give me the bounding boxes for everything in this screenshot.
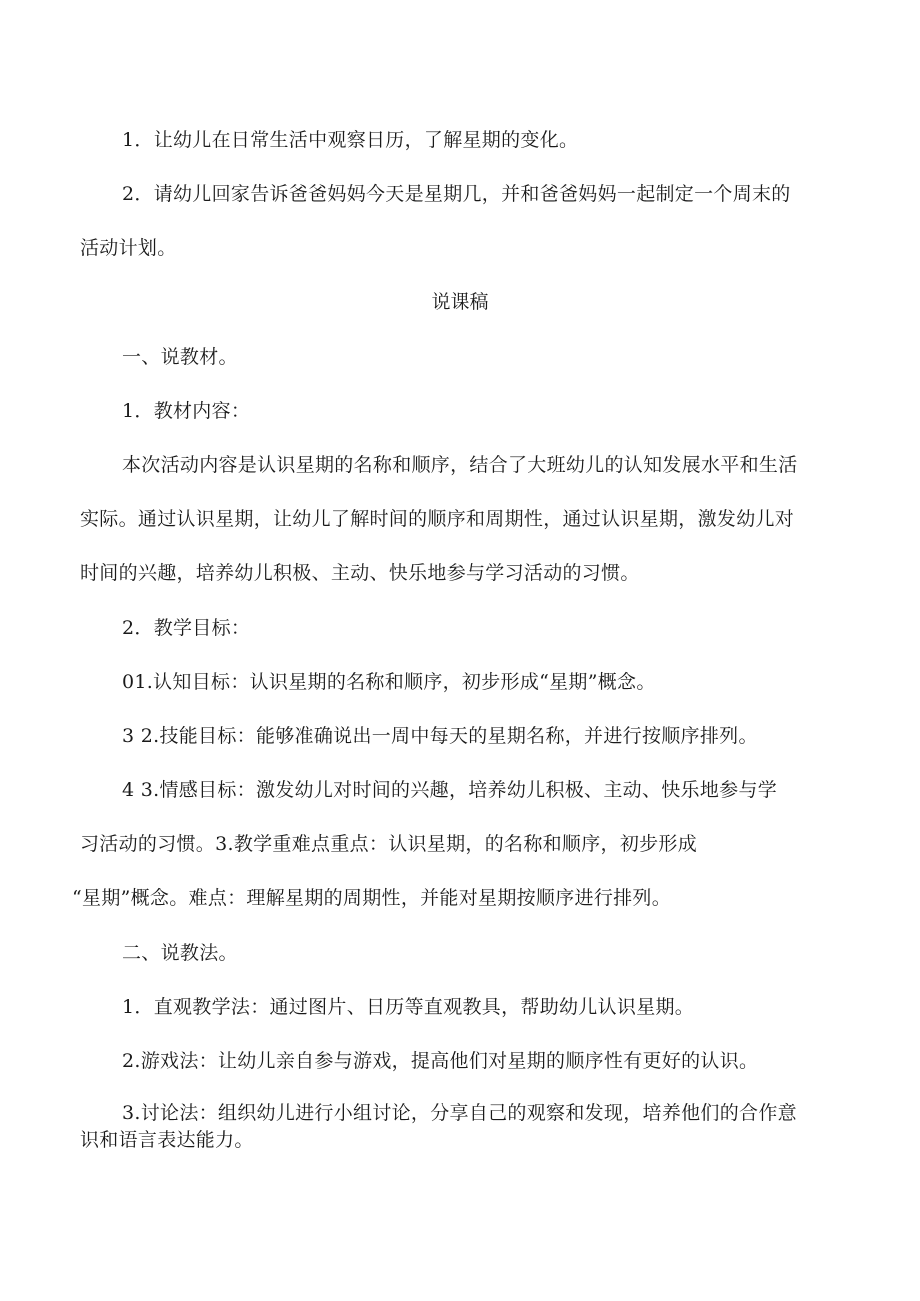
goal-skill: 3 2.技能目标：能够准确说出一周中每天的星期名称，并进行按顺序排列。 xyxy=(122,725,758,747)
goal-emotion-line-2: 习活动的习惯。3.教学重难点重点：认识星期，的名称和顺序，初步形成 xyxy=(80,833,698,855)
section-heading-1: 一、说教材。 xyxy=(122,346,238,368)
method-discussion-line-1: 3.讨论法：组织幼儿进行小组讨论，分享自己的观察和发现，培养他们的合作意 xyxy=(122,1102,797,1124)
goal-emotion-line-1: 4 3.情感目标：激发幼儿对时间的兴趣，培养幼儿积极、主动、快乐地参与学 xyxy=(122,779,778,801)
extension-item-2-line-1: 2．请幼儿回家告诉爸爸妈妈今天是星期几，并和爸爸妈妈一起制定一个周末的 xyxy=(122,183,791,205)
paragraph-line: 本次活动内容是认识星期的名称和顺序，结合了大班幼儿的认知发展水平和生活 xyxy=(122,454,798,476)
paragraph-line: 实际。通过认识星期，让幼儿了解时间的顺序和周期性，通过认识星期，激发幼儿对 xyxy=(80,508,795,530)
section-heading-2: 二、说教法。 xyxy=(122,942,238,964)
goal-cognitive: 01.认知目标：认识星期的名称和顺序，初步形成“星期”概念。 xyxy=(122,671,656,693)
method-intuitive: 1．直观教学法：通过图片、日历等直观教具，帮助幼儿认识星期。 xyxy=(122,996,695,1018)
method-game: 2.游戏法：让幼儿亲自参与游戏，提高他们对星期的顺序性有更好的认识。 xyxy=(122,1050,759,1072)
method-discussion-line-2: 识和语言表达能力。 xyxy=(80,1129,254,1151)
extension-item-1: 1．让幼儿在日常生活中观察日历，了解星期的变化。 xyxy=(122,129,579,151)
extension-item-2-line-2: 活动计划。 xyxy=(80,237,177,259)
goal-emotion-line-3: “星期”概念。难点：理解星期的周期性，并能对星期按顺序进行排列。 xyxy=(72,887,672,909)
paragraph-line: 时间的兴趣，培养幼儿积极、主动、快乐地参与学习活动的习惯。 xyxy=(80,562,640,584)
subheading-teaching-material: 1．教材内容： xyxy=(122,400,251,422)
page-title: 说课稿 xyxy=(431,291,489,313)
subheading-teaching-goals: 2．教学目标： xyxy=(122,617,251,639)
